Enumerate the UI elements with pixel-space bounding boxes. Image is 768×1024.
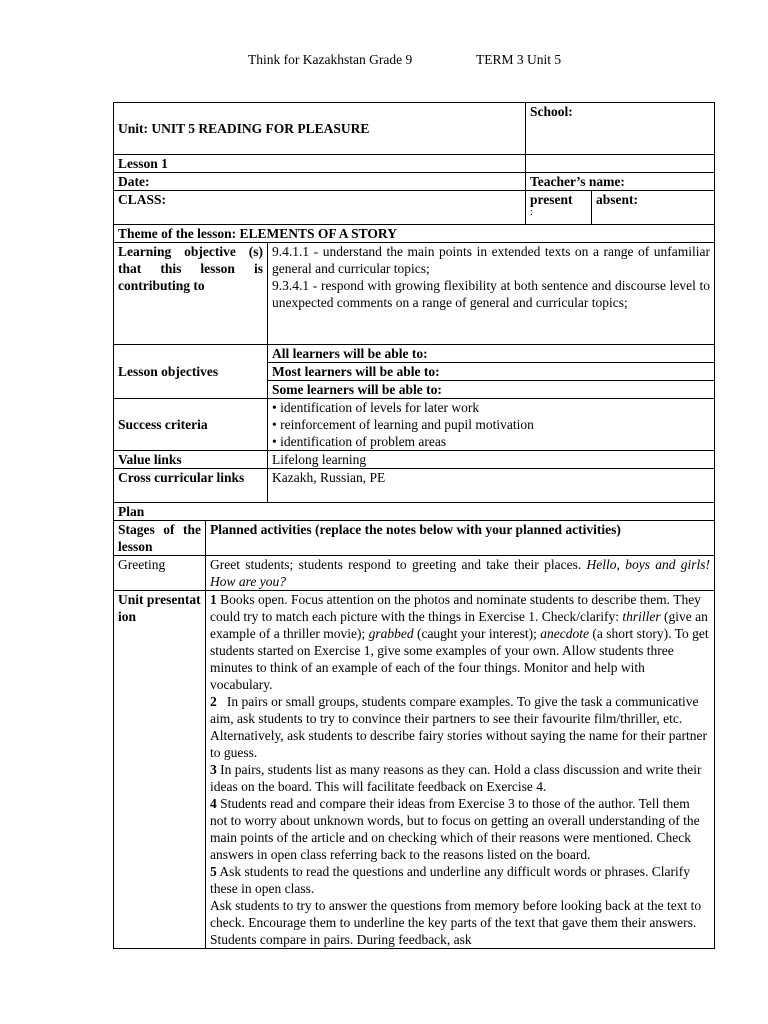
learning-objective-2: 9.3.4.1 - respond with growing flexibility at both sentence and discourse level to unexpected comments on a range of general and curricular topics;: [272, 278, 711, 310]
learning-objective-label: Learning objective (s) that this lesson is contributing to: [114, 243, 268, 345]
step-number: 5: [210, 864, 217, 879]
plan-row: [114, 503, 715, 521]
plan-header-row: [114, 521, 715, 556]
present-colon: :: [530, 207, 533, 218]
greeting-stage: Greeting: [114, 556, 206, 591]
lesson-objectives-row-all: [114, 345, 715, 363]
learning-objective-row: [114, 243, 715, 345]
greeting-activity: [206, 556, 715, 591]
plan-label: Plan: [114, 503, 715, 521]
unit-row: [114, 103, 715, 155]
school-cell: [526, 103, 715, 155]
learning-objective-1: 9.4.1.1 - understand the main points in extended texts on a range of unfamiliar general and curricular topics;: [272, 244, 711, 276]
unit-cell: [114, 103, 526, 155]
success-criteria-label: Success criteria: [114, 399, 268, 451]
activity-step-3: 3 In pairs, students list as many reasons as they can. Hold a class discussion and write their ideas on the board. This will facilitate feedback on Exercise 4.: [210, 762, 702, 794]
lesson-plan-table: [113, 102, 715, 949]
lesson-empty-cell: [526, 155, 715, 173]
present-cell: [526, 191, 592, 225]
unit-presentation-stage: Unit presentation: [114, 591, 206, 949]
lesson-cell: [114, 155, 526, 173]
activity-step-5-continued: Ask students to try to answer the questions from memory before looking back at the text to check. Encourage them to underline the key parts of the text that gave them their answers. Students compare in pairs. During feedback, ask: [210, 898, 702, 947]
unit-presentation-activity: [206, 591, 715, 949]
unit-presentation-row: [114, 591, 715, 949]
step-number: 2: [210, 694, 217, 709]
vocab-grabbed: grabbed: [368, 626, 414, 641]
unit-label: Unit:: [118, 121, 148, 136]
learning-objective-text: [268, 243, 715, 345]
greeting-row: [114, 556, 715, 591]
objective-most: Most learners will be able to:: [268, 363, 715, 381]
greeting-text: Greet students; students respond to greeting and take their places.: [210, 557, 582, 572]
teacher-name-label: Teacher’s name:: [530, 174, 625, 189]
success-criterion: • identification of problem areas: [272, 434, 447, 449]
activity-step-1: 1 Books open. Focus attention on the photos and nominate students to describe them. They could try to match each picture with the things in Exercise 1. Check/clarify: thriller (give an example of a thriller movie); grabbed (caught your interest); anecdote (a short story). To get students started on Exercise 1, give some examples of your own. Allow students three minutes to think of an example of each of the four things. Monitor and help with vocabulary.: [210, 592, 709, 692]
value-links-value: Lifelong learning: [268, 451, 715, 469]
step-number: 4: [210, 796, 217, 811]
header-course-title: Think for Kazakhstan Grade 9: [248, 52, 413, 67]
teacher-cell: [526, 173, 715, 191]
theme-cell: [114, 225, 715, 243]
cross-links-row: [114, 469, 715, 503]
school-label: School:: [530, 104, 573, 119]
activities-header: Planned activities (replace the notes below with your planned activities): [206, 521, 715, 556]
unit-title: UNIT 5 READING FOR PLEASURE: [151, 121, 370, 136]
theme-row: [114, 225, 715, 243]
value-links-label: Value links: [114, 451, 268, 469]
class-label: CLASS:: [118, 192, 167, 207]
cross-links-value: Kazakh, Russian, PE: [268, 469, 715, 503]
date-row: [114, 173, 715, 191]
cross-links-label: Cross curricular links: [114, 469, 268, 503]
success-criteria-list: [268, 399, 715, 451]
objective-some: Some learners will be able to:: [268, 381, 715, 399]
success-criterion: • reinforcement of learning and pupil motivation: [272, 417, 534, 432]
success-criterion: • identification of levels for later work: [272, 400, 480, 415]
activity-step-2: 2 In pairs or small groups, students compare examples. To give the task a communicative aim, ask students to try to convince their partners to see their favourite film/thriller, etc. Alternatively, ask students to describe fairy stories without saying the name for their partner to guess.: [210, 694, 707, 760]
vocab-anecdote: anecdote: [540, 626, 590, 641]
theme-value: ELEMENTS OF A STORY: [239, 226, 397, 241]
activity-step-4: 4 Students read and compare their ideas from Exercise 3 to those of the author. Tell them not to worry about unknown words, but to focus on getting an overall understanding of the main points of the article and on checking which of their reasons were mentioned. Check answers in open class referring back to the reasons listed on the board.: [210, 796, 700, 862]
success-criteria-row: [114, 399, 715, 451]
class-cell: [114, 191, 526, 225]
header-term-unit: TERM 3 Unit 5: [476, 52, 562, 67]
lesson-row: [114, 155, 715, 173]
greeting-phrase: Hello, boys and girls! How are you?: [210, 557, 711, 589]
class-row: [114, 191, 715, 225]
absent-label: absent:: [596, 192, 639, 207]
lesson-objectives-label: Lesson objectives: [114, 345, 268, 399]
step-number: 1: [210, 592, 217, 607]
date-cell: [114, 173, 526, 191]
value-links-row: [114, 451, 715, 469]
objective-all: All learners will be able to:: [268, 345, 715, 363]
vocab-thriller: thriller: [622, 609, 661, 624]
step-number: 3: [210, 762, 217, 777]
date-label: Date:: [118, 174, 150, 189]
page-header: [0, 52, 768, 70]
stages-header: Stages of the lesson: [114, 521, 206, 556]
theme-label: Theme of the lesson:: [118, 226, 237, 241]
activity-step-5: 5 Ask students to read the questions and underline any difficult words or phrases. Clarify these in open class.: [210, 864, 691, 896]
present-label: present: [530, 192, 573, 207]
lesson-label: Lesson 1: [118, 156, 168, 171]
absent-cell: [592, 191, 715, 225]
